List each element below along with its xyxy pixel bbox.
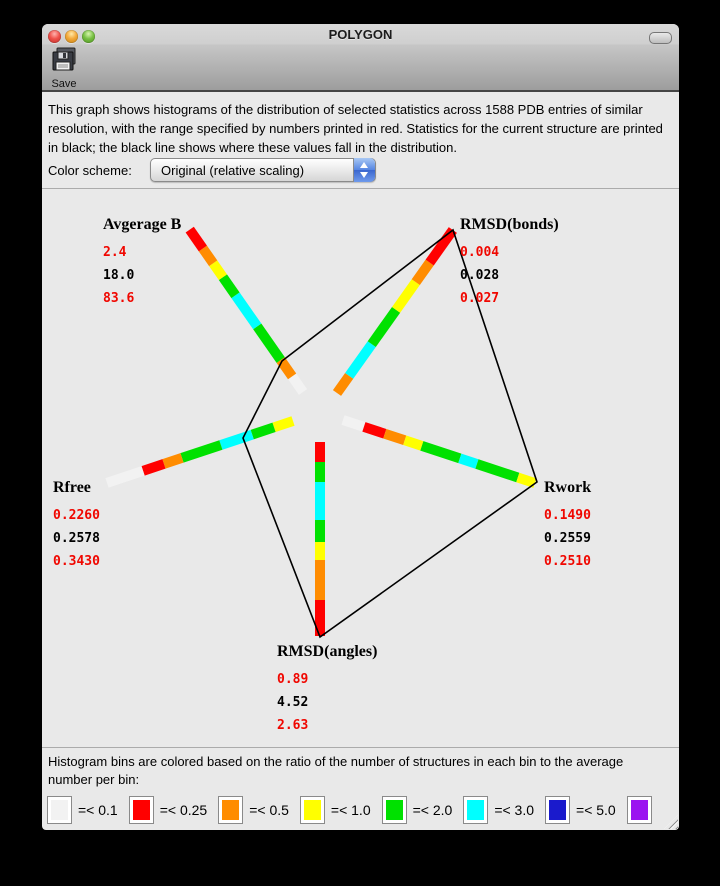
histogram-bin-segment	[476, 459, 519, 482]
legend-bin-label-0: =< 0.1	[78, 802, 118, 818]
titlebar[interactable]	[42, 24, 679, 44]
legend-swatch-7	[627, 796, 652, 824]
axis-label: RMSD(angles)	[277, 643, 378, 660]
window-chrome	[42, 24, 679, 92]
histogram-bin-segment	[315, 520, 325, 542]
legend-bin-label-4: =< 2.0	[412, 802, 453, 818]
legend-swatch-0	[47, 796, 72, 824]
stat-rfree	[53, 479, 100, 573]
stat-avgerage-b	[103, 216, 181, 310]
legend-bin-label-5: =< 3.0	[494, 802, 535, 818]
axis-label: Rfree	[53, 479, 91, 496]
description-text: This graph shows histograms of the distribution of selected statistics across 1588 PDB entries of similar resolution, with the range specified by numbers printed in red. Statistics for the current structure are printed in black; the black line shows where these values fall in the distribution.	[48, 102, 663, 155]
histogram-bin-segment	[426, 227, 457, 265]
axis-current-value: 18.0	[103, 268, 135, 283]
histogram-bin-segment	[315, 600, 325, 636]
legend-bin-label-1: =< 0.25	[159, 802, 208, 818]
histogram-bin-segment	[345, 341, 376, 379]
histogram-bin-segment	[368, 307, 400, 347]
save-button[interactable]	[47, 46, 81, 88]
histogram-bin-segment	[420, 441, 462, 463]
legend-bin-label-6: =< 5.0	[576, 802, 616, 818]
axis-current-value: 4.52	[277, 695, 309, 710]
axis-max-value: 0.3430	[53, 554, 100, 569]
axis-label: Rwork	[544, 479, 592, 496]
save-button-label: Save	[51, 78, 77, 90]
legend-swatch-5	[463, 796, 488, 824]
axis-max-value: 0.2510	[544, 554, 591, 569]
axis-max-value: 2.63	[277, 718, 309, 733]
window-title: POLYGON	[328, 27, 393, 42]
axis-current-value: 0.2578	[53, 531, 100, 546]
select-stepper-icon	[353, 158, 375, 182]
histogram-bin-segment	[219, 430, 254, 450]
header-divider	[42, 188, 679, 189]
histogram-bar-4	[105, 416, 294, 487]
axis-label: RMSD(bonds)	[460, 216, 559, 233]
histogram-bin-segment	[315, 482, 325, 520]
legend-bin-label-3: =< 1.0	[330, 802, 371, 818]
histogram-bar-3	[315, 442, 325, 636]
histogram-bin-segment	[516, 473, 536, 488]
histogram-bin-segment	[315, 560, 325, 600]
axis-current-value: 0.2559	[544, 531, 591, 546]
histogram-bin-segment	[231, 293, 261, 330]
toolbar-toggle-button[interactable]	[649, 32, 672, 44]
legend-bins	[47, 796, 658, 824]
histogram-bar-0	[186, 227, 307, 395]
axis-min-value: 0.89	[277, 672, 309, 687]
polygon-window	[42, 24, 679, 830]
histogram-bin-segment	[186, 227, 207, 251]
legend-swatch-3	[300, 796, 325, 824]
axis-min-value: 0.004	[460, 245, 500, 260]
legend-swatch-2	[218, 796, 243, 824]
legend-swatch-6	[545, 796, 570, 824]
histogram-bar-2	[341, 415, 536, 488]
axis-current-value: 0.028	[460, 268, 500, 283]
histogram-bin-segment	[162, 453, 184, 469]
axis-max-value: 83.6	[103, 291, 135, 306]
histogram-bar-1	[333, 227, 457, 396]
color-scheme-label: Color scheme:	[48, 163, 132, 178]
histogram-bin-segment	[273, 416, 295, 432]
legend-swatch-1	[129, 796, 154, 824]
legend-divider	[42, 747, 679, 748]
color-scheme-select[interactable]	[150, 158, 376, 182]
axis-min-value: 2.4	[103, 245, 127, 260]
histogram-bin-segment	[315, 542, 325, 560]
color-scheme-selected-value: Original (relative scaling)	[161, 163, 305, 178]
stat-rmsd-angles	[277, 643, 377, 737]
axis-max-value: 0.027	[460, 291, 500, 306]
histogram-bin-segment	[251, 422, 276, 439]
axis-min-value: 0.1490	[544, 508, 591, 523]
legend-bin-label-2: =< 0.5	[249, 802, 289, 818]
histogram-bin-segment	[315, 442, 325, 462]
histogram-bin-segment	[253, 323, 285, 363]
legend-swatch-4	[382, 796, 407, 824]
histogram-bin-segment	[181, 440, 222, 462]
axis-min-value: 0.2260	[53, 508, 100, 523]
histogram-bin-segment	[105, 466, 144, 488]
stat-rwork	[544, 479, 591, 573]
histogram-bin-segment	[392, 279, 420, 313]
save-floppy-icon	[51, 46, 77, 72]
histogram-bin-segment	[142, 459, 166, 475]
histogram-bin-segment	[315, 462, 325, 482]
axis-label: Avgerage B	[103, 216, 182, 233]
legend-text: Histogram bins are colored based on the ratio of the number of structures in each bin to the average number per bin:	[48, 754, 624, 787]
stat-rmsd-bonds	[460, 216, 559, 310]
